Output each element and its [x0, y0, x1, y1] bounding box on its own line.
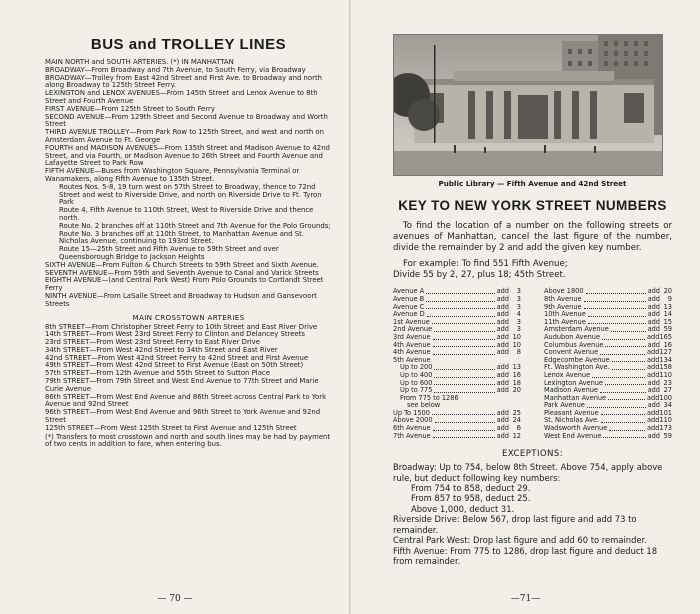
key-number: 59 [663, 431, 672, 440]
add-label: add [647, 340, 660, 349]
key-number: 16 [512, 370, 521, 379]
add-label: add [646, 408, 660, 417]
key-number: 110 [659, 416, 672, 425]
crosstown-entry: 8th STREET—From Christopher Street Ferry to 10th Street and East River Drive [45, 322, 318, 331]
leader-dots [586, 288, 646, 294]
leader-dots [608, 395, 645, 401]
street-name: 4th Avenue [393, 348, 431, 357]
street-name: 11th Avenue [544, 317, 586, 326]
key-number: 8 [516, 348, 521, 357]
leader-dots [434, 364, 494, 370]
street-name: 3rd Avenue [393, 332, 431, 341]
leader-dots [587, 402, 646, 408]
add-label: add [647, 431, 660, 440]
exception-central-park-west: Central Park West: Drop last figure and add 60 to remainder. [393, 535, 647, 546]
route-detail: Route No. 2 branches off at 110th Street and 7th Avenue for the Polo Grounds; Route No. 3 branches off at 110th Street, to Manhattan Avenue and St. Nicholas Avenue, continuing to 193rd Street. [59, 221, 331, 246]
add-label: add [646, 370, 660, 379]
crosstown-heading: MAIN CROSSTOWN ARTERIES [132, 312, 245, 322]
add-label: add [496, 287, 509, 296]
key-number: 4 [516, 310, 521, 319]
leader-dots [605, 380, 646, 386]
bus-line-entry: EIGHTH AVENUE—(and Central Park West) From Polo Grounds to Cortlandt Street Ferry [45, 276, 324, 293]
exception-broadway-1: From 754 to 858, deduct 29. [411, 483, 531, 494]
key-number: 14 [663, 310, 672, 319]
street-name: From 775 to 1286 [400, 393, 459, 402]
key-number: 10 [512, 332, 521, 341]
leader-dots [427, 311, 495, 317]
key-number: 20 [663, 287, 672, 296]
add-label: add [496, 424, 509, 433]
street-name: Lexington Avenue [544, 378, 603, 387]
key-number: 13 [663, 302, 672, 311]
exception-broadway-3: Above 1,000, deduct 31. [411, 503, 515, 514]
leader-dots [600, 387, 646, 393]
library-illustration [394, 35, 662, 175]
crosstown-entry: 96th STREET—From West End Avenue and 96th Street to York Avenue and 92nd Street [45, 408, 321, 425]
add-label: add [646, 393, 660, 402]
key-number: 127 [659, 348, 672, 357]
exceptions-heading: EXCEPTIONS: [501, 449, 564, 460]
page-title: BUS and TROLLEY LINES [90, 36, 287, 53]
leader-dots [434, 387, 494, 393]
north-south-list-cont [45, 262, 332, 309]
street-name: Up to 200 [400, 363, 433, 372]
key-number-table [393, 288, 672, 440]
crosstown-list [45, 324, 332, 433]
key-number: 10 [512, 340, 521, 349]
leader-dots [433, 334, 495, 340]
section-title: KEY TO NEW YORK STREET NUMBERS [398, 198, 667, 213]
example-line-2: Divide 55 by 2, 27, plus 18; 45th Street. [393, 270, 566, 281]
street-name: Above 2000 [393, 416, 433, 425]
street-name: Manhattan Avenue [544, 393, 607, 402]
street-name: 1st Avenue [393, 317, 430, 326]
right-page [351, 0, 700, 614]
bus-line-entry: FIRST AVENUE—From 125th Street to South Ferry [45, 104, 215, 113]
key-number: 25 [512, 408, 521, 417]
key-number: 6 [516, 424, 521, 433]
crosstown-entry: 125th STREET—From West 125th Street to First Avenue and 125th Street [45, 423, 297, 432]
street-name: Up to 775 [400, 386, 433, 395]
key-number: 100 [659, 393, 672, 402]
street-name: Lenox Avenue [544, 370, 591, 379]
bus-line-entry: SEVENTH AVENUE—From 59th and Seventh Avenue to Canal and Varick Streets [45, 268, 319, 277]
key-row [544, 433, 672, 441]
key-row [393, 433, 521, 441]
key-number: 3 [516, 287, 521, 296]
key-column-right [544, 288, 672, 440]
crosstown-entry: 14th STREET—From West 23rd Street Ferry to Clinton and Delancey Streets [45, 330, 306, 339]
key-number: 3 [516, 325, 521, 334]
street-name: see below [407, 401, 441, 410]
street-name: West End Avenue [544, 431, 602, 440]
street-name: Columbus Avenue [544, 340, 604, 349]
leader-dots [611, 326, 646, 332]
add-label: add [646, 332, 660, 341]
example-line-1: For example: To find 551 Fifth Avenue; [403, 259, 568, 270]
leader-dots [605, 342, 645, 348]
crosstown-entry: 86th STREET—From West End Avenue and 86th Street across Central Park to York Avenue and 92nd Street [45, 392, 327, 409]
street-name: 2nd Avenue [393, 325, 433, 334]
leader-dots [601, 417, 645, 423]
add-label: add [496, 348, 509, 357]
street-name: Up To 1500 [393, 408, 430, 417]
add-label: add [646, 348, 660, 357]
leader-dots [601, 410, 645, 416]
leader-dots [426, 288, 494, 294]
street-name: Wadsworth Avenue [544, 424, 608, 433]
add-label: add [646, 355, 660, 364]
key-number: 134 [659, 355, 672, 364]
leader-dots [600, 349, 645, 355]
street-name: Ft. Washington Ave. [544, 363, 610, 372]
crosstown-entry: 34th STREET—From West 42nd Street to 34th Street and East River [45, 345, 278, 354]
key-number: 16 [663, 340, 672, 349]
leader-dots [584, 304, 646, 310]
leader-dots [433, 342, 495, 348]
street-name: Up to 600 [400, 378, 433, 387]
leader-dots [432, 410, 495, 416]
north-south-list [45, 59, 332, 184]
street-name: Pleasant Avenue [544, 408, 599, 417]
leader-dots [588, 311, 646, 317]
add-label: add [646, 416, 660, 425]
add-label: add [496, 370, 509, 379]
key-number: 3 [516, 294, 521, 303]
crosstown-entry: 57th STREET—From 12th Avenue and 55th Street to Sutton Place [45, 369, 270, 378]
bus-line-entry: MAIN NORTH and SOUTH ARTERIES. (*) IN MANHATTAN [45, 58, 234, 66]
add-label: add [496, 340, 509, 349]
key-number: 18 [512, 378, 521, 387]
street-name: Avenue C [393, 302, 425, 311]
street-name: Amsterdam Avenue [544, 325, 609, 334]
add-label: add [647, 302, 660, 311]
page-number: — 70 — [157, 594, 193, 604]
add-label: add [496, 325, 509, 334]
bus-line-entry: FIFTH AVENUE—Buses from Washington Square, Pennsylvania Terminal or Wanamakers, along Fifth Avenue to 135th Street. [45, 167, 300, 183]
key-number: 3 [516, 317, 521, 326]
crosstown-entry: 49th STREET—From West 42nd Street to First Avenue (East on 50th Street) [45, 361, 304, 370]
key-number: 165 [659, 332, 672, 341]
leader-dots [434, 372, 494, 378]
key-number: 3 [516, 302, 521, 311]
add-label: add [496, 408, 509, 417]
leader-dots [584, 296, 646, 302]
key-number: 15 [663, 317, 672, 326]
bus-line-entry: LEXINGTON and LENOX AVENUES—From 145th Street and Lenox Avenue to 8th Street and Fourth Avenue [45, 89, 318, 105]
leader-dots [592, 372, 645, 378]
exception-broadway-2: From 857 to 958, deduct 25. [411, 493, 531, 504]
bus-line-entry: BROADWAY—Trolley from East 42nd Street and First Ave. to Broadway and north along Broadway to 125th Street Ferry. [45, 73, 323, 90]
add-label: add [496, 416, 509, 425]
add-label: add [646, 363, 660, 372]
key-number: 110 [659, 370, 672, 379]
leader-dots [434, 326, 494, 332]
add-label: add [647, 386, 660, 395]
route-detail: Route 15—25th Street and Fifth Avenue to 59th Street and over Queensborough Bridge to Jackson Heights [59, 245, 279, 261]
add-label: add [647, 317, 660, 326]
add-label: add [646, 424, 660, 433]
leader-dots [609, 425, 645, 431]
leader-dots [433, 433, 495, 439]
add-label: add [496, 363, 509, 372]
street-name: Audubon Avenue [544, 332, 601, 341]
footnote: (*) Transfers to most crosstown and north and south lines may be had by payment of two cents in addition to fare, when entering bus. [45, 432, 331, 449]
leader-dots [434, 380, 494, 386]
add-label: add [647, 294, 660, 303]
bus-line-entry: NINTH AVENUE—From LaSalle Street and Broadway to Hudson and Gansevoort Streets [45, 291, 317, 308]
library-photo [393, 34, 663, 176]
street-name: 6th Avenue [393, 424, 431, 433]
key-number: 158 [659, 363, 672, 372]
bus-line-entry: FOURTH and MADISON AVENUES—From 135th Street and Madison Avenue to 42nd Street, and via Fourth, or Madison Avenue to 26th Street and Fourth Avenue and Lafayette Street to Park Row [45, 143, 330, 168]
crosstown-entry: 42nd STREET—From West 42nd Street Ferry to 42nd Street and First Avenue [45, 353, 309, 362]
bus-line-entry: SIXTH AVENUE—From Fulton & Church Streets to 59th Street and Sixth Avenue. [45, 260, 319, 269]
leader-dots [612, 364, 645, 370]
street-name: Above 1800 [544, 287, 584, 296]
bus-line-entry: THIRD AVENUE TROLLEY—From Park Row to 125th Street, and west and north on Amsterdam Avenue to Ft. George [45, 128, 324, 144]
street-name: 7th Avenue [393, 431, 431, 440]
leader-dots [612, 357, 645, 363]
street-name: Up to 400 [400, 370, 433, 379]
key-number: 27 [663, 386, 672, 395]
street-name: Avenue A [393, 287, 425, 296]
add-label: add [647, 310, 660, 319]
street-name: Madison Avenue [544, 386, 598, 395]
key-number: 34 [663, 401, 672, 410]
bus-line-entry: SECOND AVENUE—From 129th Street and Second Avenue to Broadway and Worth Street [45, 112, 328, 129]
key-number: 59 [663, 325, 672, 334]
add-label: add [496, 332, 509, 341]
leader-dots [602, 334, 645, 340]
route-detail: Routes Nos. 5-8, 19 turn west on 57th Street to Broadway, thence to 72nd Street and west to Riverside Drive, and north on Riverside Drive to Ft. Tyron Park [59, 182, 322, 207]
fifth-avenue-routes [45, 184, 332, 262]
leader-dots [426, 296, 494, 302]
route-detail: Route 4, Fifth Avenue to 110th Street, West to Riverside Drive and thence north. [59, 206, 314, 222]
intro-paragraph: To find the location of a number on the following streets or avenues of Manhattan, cancel the last figure of the number, divide the remainder by 2 and add the given key number. [393, 221, 672, 253]
leader-dots [432, 319, 495, 325]
leader-dots [433, 425, 495, 431]
add-label: add [496, 378, 509, 387]
street-name: 8th Avenue [544, 294, 582, 303]
add-label: add [496, 386, 509, 395]
leader-dots [603, 433, 645, 439]
add-label: add [496, 302, 509, 311]
add-label: add [496, 294, 509, 303]
add-label: add [496, 310, 509, 319]
add-label: add [496, 317, 509, 326]
exception-riverside: Riverside Drive: Below 567, drop last figure and add 73 to remainder. [393, 514, 637, 535]
key-number: 173 [659, 424, 672, 433]
key-number: 12 [512, 431, 521, 440]
key-number: 9 [667, 294, 672, 303]
street-name: Avenue D [393, 310, 425, 319]
add-label: add [647, 378, 660, 387]
street-name: St. Nicholas Ave. [544, 416, 600, 425]
street-name: 4th Avenue [393, 340, 431, 349]
street-name: Edgecombe Avenue [544, 355, 610, 364]
street-name: Avenue B [393, 294, 425, 303]
key-column-left [393, 288, 521, 440]
key-number: 24 [512, 416, 521, 425]
leader-dots [426, 304, 494, 310]
add-label: add [496, 431, 509, 440]
street-name: Convent Avenue [544, 348, 599, 357]
exception-fifth-avenue: Fifth Avenue: From 775 to 1286, drop last figure and deduct 18 from remainder. [393, 545, 658, 566]
add-label: add [647, 287, 660, 296]
photo-caption: Public Library — Fifth Avenue and 42nd Street [438, 179, 627, 188]
street-name: 9th Avenue [544, 302, 582, 311]
leader-dots [433, 349, 495, 355]
key-number: 23 [663, 378, 672, 387]
key-number: 20 [512, 386, 521, 395]
crosstown-entry: 23rd STREET—From West 23rd Street Ferry to East River Drive [45, 338, 261, 347]
bus-line-entry: BROADWAY—From Broadway and 7th Avenue, to South Ferry, via Broadway [45, 65, 306, 74]
leader-dots [588, 319, 646, 325]
street-name: 5th Avenue [393, 355, 431, 364]
key-number: 13 [512, 363, 521, 372]
key-number: 101 [659, 408, 672, 417]
page-number: —71— [510, 594, 541, 604]
add-label: add [647, 401, 660, 410]
add-label: add [647, 325, 660, 334]
street-name: 10th Avenue [544, 310, 586, 319]
exception-broadway: Broadway: Up to 754, below 8th Street. Above 754, apply above rule, but deduct following key numbers: [393, 462, 663, 483]
leader-dots [435, 417, 495, 423]
street-name: Park Avenue [544, 401, 585, 410]
crosstown-entry: 79th STREET—From 79th Street and West End Avenue to 77th Street and Marie Curie Avenue [45, 377, 319, 393]
